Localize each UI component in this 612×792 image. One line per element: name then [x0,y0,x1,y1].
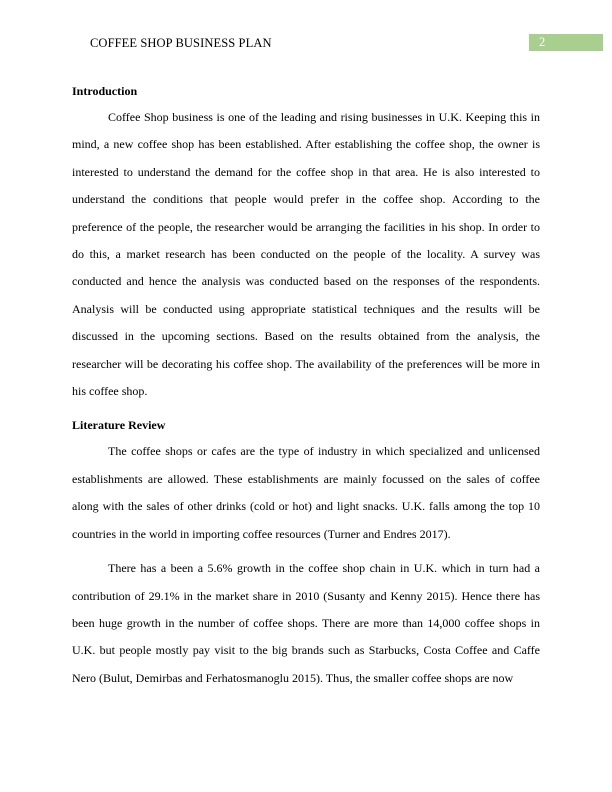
section-heading-literature-review: Literature Review [72,418,166,433]
page-number: 2 [539,35,546,49]
introduction-paragraph: Coffee Shop business is one of the leading and rising businesses in U.K. Keeping this in mind, a new coffee shop has been established. After establishing the coffee shop, the owner is interested to understand the demand for the coffee shop in that area. He is also interested to understand the conditions that people would prefer in the coffee shop. According to the preference of the people, the researcher would be arranging the facilities in his shop. In order to do this, a market research has been conducted on the people of the locality. A survey was conducted and hence the analysis was conducted based on the responses of the respondents. Analysis will be conducted using appropriate statistical techniques and the results will be discussed in the upcoming sections. Based on the results obtained from the analysis, the researcher will be decorating his coffee shop. The availability of the preferences will be more in his coffee shop. [72,110,540,399]
running-head: COFFEE SHOP BUSINESS PLAN [90,36,272,50]
literature-review-paragraph-1: The coffee shops or cafes are the type of industry in which specialized and unlicensed establishments are allowed. These establishments are mainly focussed on the sales of coffee along with the sales of other drinks (cold or hot) and light snacks. U.K. falls among the top 10 countries in the world in importing coffee resources (Turner and Endres 2017). [72,444,540,541]
document-body [72,82,540,692]
literature-review-paragraph-2: There has a been a 5.6% growth in the coffee shop chain in U.K. which in turn had a contribution of 29.1% in the market share in 2010 (Susanty and Kenny 2015). Hence there has been huge growth in the number of coffee shops. There are more than 14,000 coffee shops in U.K. but people mostly pay visit to the big brands such as Starbucks, Costa Coffee and Caffe Nero (Bulut, Demirbas and Ferhatosmanoglu 2015). Thus, the smaller coffee shops are now [72,561,540,685]
page-number-box [529,34,603,51]
page-header [0,34,612,52]
section-heading-introduction: Introduction [72,84,138,98]
